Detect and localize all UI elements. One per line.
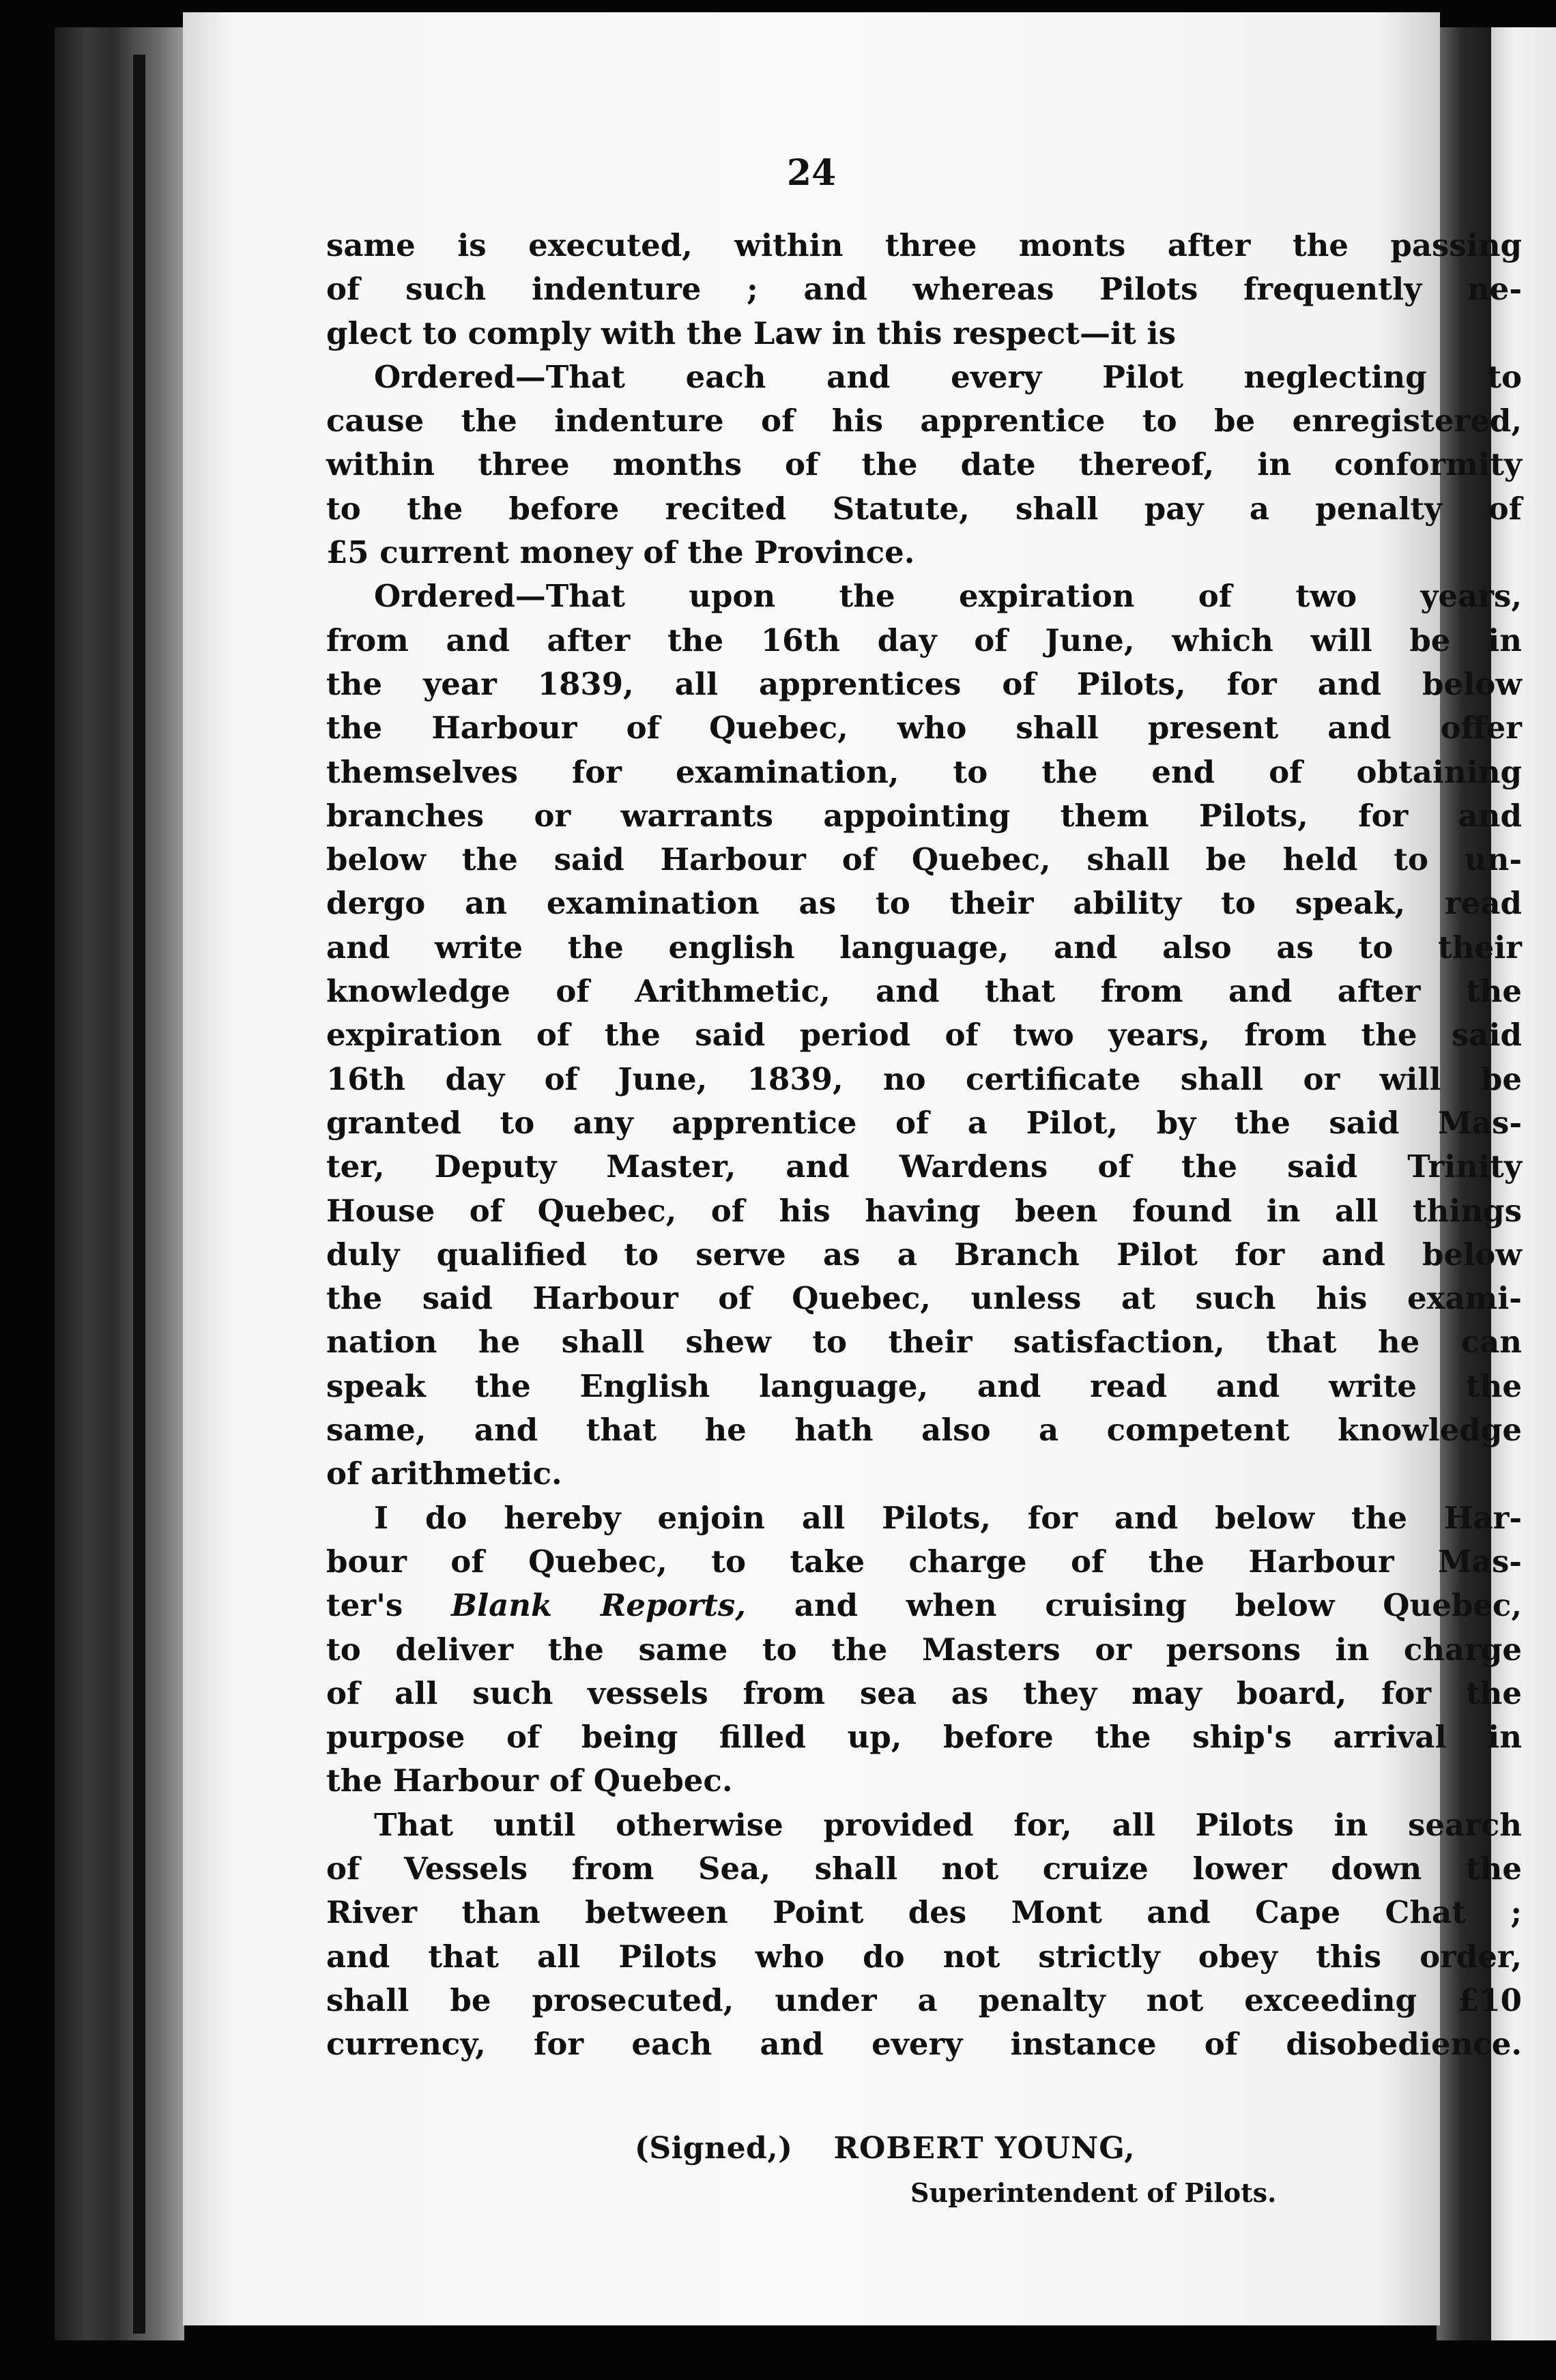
text-line: glect to comply with the Law in this respect—it is <box>326 315 1176 351</box>
text-line: River than between Point des Mont and Cape Chat ; <box>326 1894 1522 1931</box>
text-line: to the before recited Statute, shall pay a penalty of <box>326 490 1522 527</box>
text-line: same, and that he hath also a competent knowledge <box>326 1412 1522 1449</box>
text-line: and that all Pilots who do not strictly obey this order, <box>326 1938 1522 1975</box>
text-line: speak the English language, and read and write the <box>326 1367 1522 1404</box>
page-body-text <box>326 224 1522 2066</box>
text-line: dergo an examination as to their ability to speak, read <box>326 885 1522 922</box>
text-line: duly qualified to serve as a Branch Pilot for and below <box>326 1236 1522 1273</box>
text-line: ter, Deputy Master, and Wardens of the said Trinity <box>326 1148 1522 1185</box>
text-line: of all such vessels from sea as they may board, for the <box>326 1674 1522 1711</box>
text-line-with-italic <box>326 1584 1522 1627</box>
text-line: House of Quebec, of his having been found in all things <box>326 1192 1522 1229</box>
text-line: the said Harbour of Quebec, unless at such his exami- <box>326 1280 1522 1317</box>
text-line: purpose of being filled up, before the ship's arrival in <box>326 1719 1522 1756</box>
text-line: from and after the 16th day of June, which will be in <box>326 622 1522 658</box>
text-line: Ordered—That each and every Pilot neglecting to <box>374 358 1522 395</box>
signatory-name: ROBERT YOUNG, <box>833 2131 1136 2166</box>
text-fragment: and when cruising below Quebec, <box>794 1587 1522 1624</box>
text-fragment: ter's <box>326 1587 403 1624</box>
signed-label: (Signed,) <box>635 2131 793 2166</box>
text-line: and write the english language, and also as to their <box>326 929 1522 966</box>
text-line: the year 1839, all apprentices of Pilots, for and below <box>326 665 1522 702</box>
text-line: knowledge of Arithmetic, and that from and after the <box>326 973 1522 1010</box>
text-line: the Harbour of Quebec, who shall present and offer <box>326 710 1522 746</box>
text-line: £5 current money of the Province. <box>326 534 915 571</box>
text-line: same is executed, within three monts after the passing <box>326 227 1522 263</box>
text-line: Ordered—That upon the expiration of two years, <box>374 578 1522 615</box>
italic-phrase: Blank Reports, <box>451 1587 746 1624</box>
text-line: branches or warrants appointing them Pilots, for and <box>326 797 1522 834</box>
text-line: expiration of the said period of two years, from the said <box>326 1017 1522 1054</box>
text-line: of Vessels from Sea, shall not cruize lower down the <box>326 1850 1522 1887</box>
text-line: to deliver the same to the Masters or persons in charge <box>326 1631 1522 1668</box>
page-number: 24 <box>786 152 837 194</box>
book-page <box>183 12 1522 2325</box>
text-line: granted to any apprentice of a Pilot, by the said Mas- <box>326 1104 1522 1141</box>
text-line: 16th day of June, 1839, no certificate shall or will be <box>326 1060 1522 1097</box>
text-line: currency, for each and every instance of disobedience. <box>326 2026 1522 2063</box>
text-line: of such indenture ; and whereas Pilots frequently ne- <box>326 271 1522 308</box>
text-line: cause the indenture of his apprentice to be enregistered, <box>326 403 1522 439</box>
text-line: within three months of the date thereof, in conformity <box>326 446 1522 483</box>
text-line: nation he shall shew to their satisfaction, that he can <box>326 1324 1522 1361</box>
text-line: That until otherwise provided for, all Pilots in search <box>374 1806 1522 1843</box>
text-line: I do hereby enjoin all Pilots, for and below the Har- <box>374 1499 1522 1536</box>
text-line: bour of Quebec, to take charge of the Harbour Mas- <box>326 1543 1522 1580</box>
text-line: themselves for examination, to the end of obtaining <box>326 753 1522 790</box>
text-line: the Harbour of Quebec. <box>326 1762 733 1799</box>
text-line: of arithmetic. <box>326 1455 562 1492</box>
text-line: shall be prosecuted, under a penalty not exceeding £10 <box>326 1982 1522 2018</box>
book-edge-shadow <box>133 55 145 2334</box>
book-edge-left <box>55 27 184 2340</box>
text-line: below the said Harbour of Quebec, shall be held to un- <box>326 841 1522 878</box>
signatory-title: Superintendent of Pilots. <box>910 2177 1277 2208</box>
signature-line <box>635 2131 1136 2166</box>
